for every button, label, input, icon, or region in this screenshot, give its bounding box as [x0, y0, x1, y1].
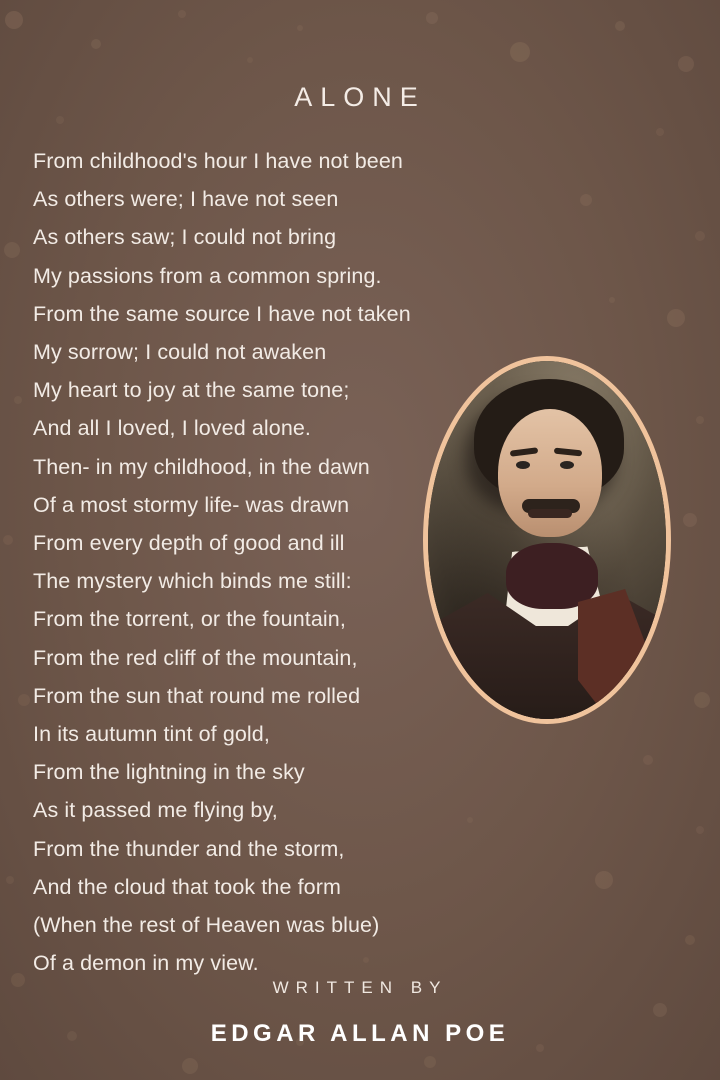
bokeh-dot [678, 56, 694, 72]
bokeh-dot [4, 242, 20, 258]
poem-line: My sorrow; I could not awaken [33, 340, 327, 365]
bokeh-dot [615, 21, 625, 31]
bokeh-dot [696, 826, 704, 834]
bokeh-dot [424, 1056, 436, 1068]
author-portrait [423, 356, 671, 724]
bokeh-dot [91, 39, 101, 49]
bokeh-dot [695, 231, 705, 241]
poem-line: The mystery which binds me still: [33, 569, 352, 594]
bokeh-dot [297, 25, 303, 31]
bokeh-dot [683, 513, 697, 527]
bokeh-dot [685, 935, 695, 945]
bokeh-dot [56, 116, 64, 124]
poem-line: Of a most stormy life- was drawn [33, 492, 350, 517]
poem-line: From every depth of good and ill [33, 531, 345, 556]
bokeh-dot [3, 535, 13, 545]
poem-line: And all I loved, I loved alone. [33, 416, 312, 441]
portrait-eye-left [516, 461, 530, 469]
bokeh-dot [178, 10, 186, 18]
poem-line: From the thunder and the storm, [33, 836, 345, 861]
poem-line: Of a demon in my view. [33, 951, 259, 976]
poem-line: (When the rest of Heaven was blue) [33, 913, 380, 938]
poem-line: As it passed me flying by, [33, 798, 278, 823]
bokeh-dot [694, 692, 710, 708]
poem-line: As others saw; I could not bring [33, 225, 337, 250]
portrait-bowtie [506, 543, 598, 609]
bokeh-dot [6, 876, 14, 884]
author-name: EDGAR ALLAN POE [210, 1020, 510, 1047]
portrait-mouth [528, 509, 572, 518]
poem-line: From the lightning in the sky [33, 760, 305, 785]
bokeh-dot [656, 128, 664, 136]
bokeh-dot [14, 396, 22, 404]
poem-line: Then- in my childhood, in the dawn [33, 454, 370, 479]
written-by-label: WRITTEN BY [272, 978, 448, 997]
bokeh-dot [653, 1003, 667, 1017]
poem-line: My passions from a common spring. [33, 263, 382, 288]
page-title: ALONE [294, 82, 426, 112]
bokeh-dot [182, 1058, 198, 1074]
bokeh-dot [426, 12, 438, 24]
poem-line: My heart to joy at the same tone; [33, 378, 350, 403]
poem-line: From the same source I have not taken [33, 301, 411, 326]
poem-line: From the torrent, or the fountain, [33, 607, 346, 632]
poem-line: From childhood's hour I have not been [33, 149, 403, 173]
poem-line: In its autumn tint of gold, [33, 722, 270, 747]
poem-line: As others were; I have not seen [33, 187, 339, 212]
bokeh-dot [5, 11, 23, 29]
poem-line: From the red cliff of the mountain, [33, 645, 358, 670]
bokeh-dot [510, 42, 530, 62]
poem-line: From the sun that round me rolled [33, 683, 361, 708]
portrait-image [428, 361, 666, 719]
poem-line: And the cloud that took the form [33, 874, 341, 899]
bokeh-dot [696, 416, 704, 424]
bokeh-dot [18, 694, 30, 706]
bokeh-dot [247, 57, 253, 63]
portrait-eye-right [560, 461, 574, 469]
